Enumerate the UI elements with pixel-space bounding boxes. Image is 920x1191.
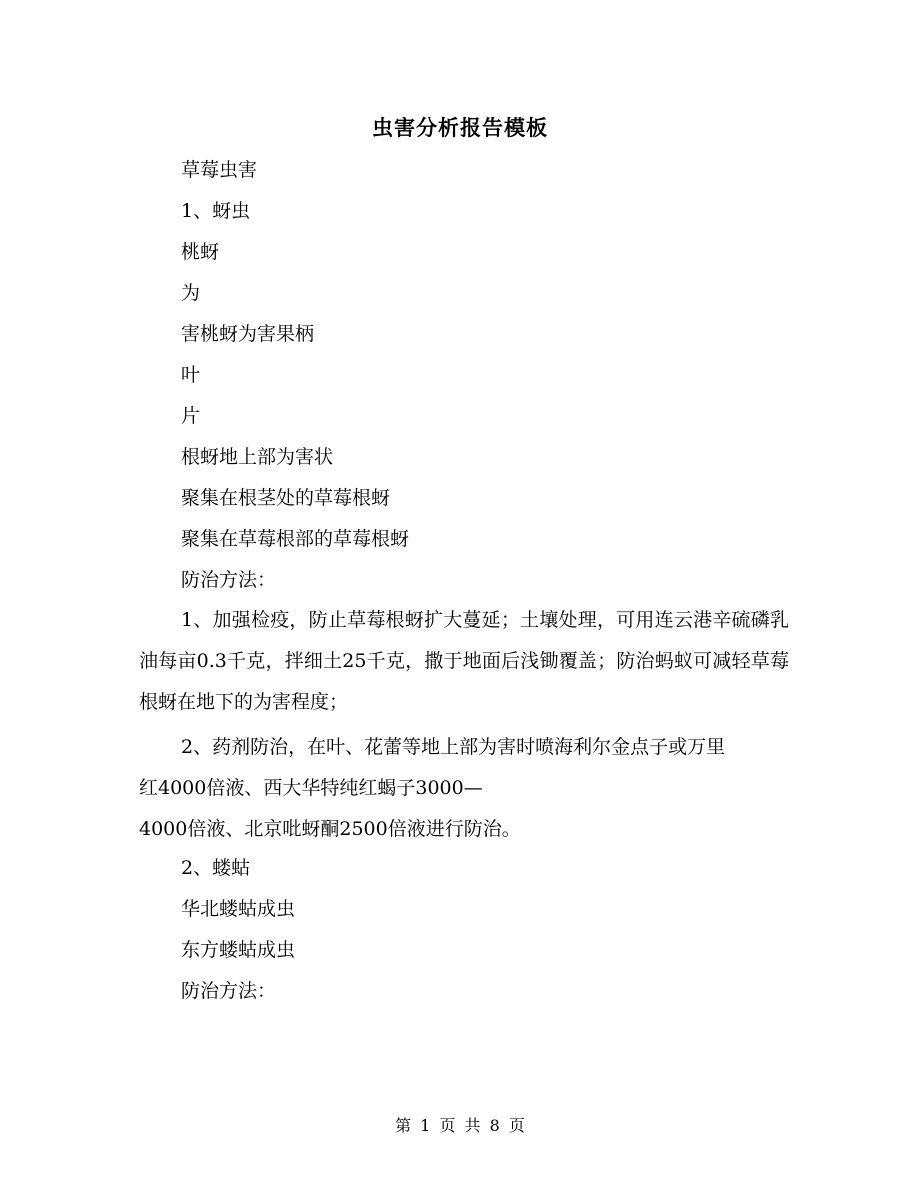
- text-line: 红4000倍液、西大华特纯红蝎子3000—: [139, 777, 483, 799]
- text-line: 桃蚜: [181, 241, 220, 263]
- text-line: 叶: [181, 364, 201, 386]
- paragraph: 1、加强检疫，防止草莓根蚜扩大蔓延；土壤处理，可用连云港辛硫磷乳油每亩0.3千克，拌细土25千克，撒于地面后浅锄覆盖；防治蚂蚁可减轻草莓根蚜在地下的为害程度；: [139, 609, 789, 713]
- text-line: 片: [181, 405, 201, 427]
- text-line: 根蚜地上部为害状: [181, 446, 334, 468]
- text-line: 害桃蚜为害果柄: [181, 323, 315, 345]
- document-title: 虫害分析报告模板: [372, 115, 548, 140]
- text-line: 华北蝼蛄成虫: [181, 898, 296, 920]
- text-line: 2、蝼蛄: [181, 857, 251, 879]
- text-line: 草莓虫害: [181, 159, 258, 181]
- page-footer: 第 1 页 共 8 页: [395, 1116, 525, 1135]
- text-line: 为: [181, 282, 201, 304]
- text-line: 防治方法：: [181, 980, 277, 1002]
- text-line: 防治方法：: [181, 569, 277, 591]
- text-line: 聚集在根茎处的草莓根蚜: [181, 487, 391, 509]
- text-line: 东方蝼蛄成虫: [181, 939, 296, 961]
- text-line: 4000倍液、北京吡蚜酮2500倍液进行防治。: [139, 818, 521, 840]
- text-line: 2、药剂防治，在叶、花蕾等地上部为害时喷海利尔金点子或万里: [181, 736, 726, 758]
- text-line: 1、蚜虫: [181, 200, 251, 222]
- text-line: 聚集在草莓根部的草莓根蚜: [181, 528, 410, 550]
